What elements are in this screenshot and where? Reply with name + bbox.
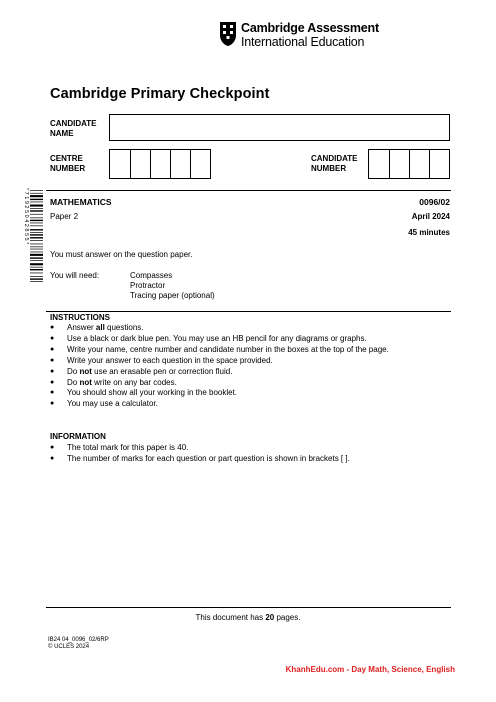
divider bbox=[46, 311, 451, 312]
bullet-icon: ● bbox=[50, 324, 55, 331]
shield-logo-icon bbox=[219, 21, 237, 47]
list-item: ● Do not write on any bar codes. bbox=[50, 377, 177, 387]
barcode-bar bbox=[30, 234, 43, 235]
digit-box[interactable] bbox=[389, 150, 409, 178]
barcode-bar bbox=[30, 208, 43, 209]
paper-number: Paper 2 bbox=[50, 212, 79, 221]
page-count-note: This document has 20 pages. bbox=[195, 613, 301, 622]
digit-box[interactable] bbox=[190, 150, 210, 178]
you-will-need-label: You will need: bbox=[50, 271, 100, 280]
barcode-bar bbox=[30, 210, 43, 211]
equipment-item: Protractor bbox=[130, 281, 166, 290]
logo-line2: International Education bbox=[241, 35, 365, 49]
logo-line1: Cambridge Assessment bbox=[241, 21, 379, 35]
barcode-bar bbox=[30, 199, 43, 200]
barcode-bar bbox=[30, 226, 43, 227]
list-item: ● The total mark for this paper is 40. bbox=[50, 443, 189, 452]
barcode-bar bbox=[30, 273, 43, 274]
centre-number-boxes[interactable] bbox=[109, 149, 211, 179]
list-item: ● Use a black or dark blue pen. You may use an HB pencil for any diagrams or graphs. bbox=[50, 333, 367, 343]
barcode-bar bbox=[30, 263, 43, 265]
barcode-bar bbox=[30, 214, 43, 215]
bullet-icon: ● bbox=[50, 444, 55, 451]
barcode-bar bbox=[30, 232, 43, 233]
bullet-icon: ● bbox=[50, 334, 55, 342]
instructions-heading: INSTRUCTIONS bbox=[50, 313, 110, 322]
paper-code: 0096/02 bbox=[419, 197, 450, 207]
barcode-bar bbox=[30, 202, 43, 203]
barcode-bar bbox=[30, 190, 43, 191]
instructions-list bbox=[50, 323, 389, 410]
candidate-name-label: CANDIDATE NAME bbox=[50, 119, 97, 138]
barcode-bar bbox=[30, 220, 43, 221]
barcode-bar bbox=[30, 223, 43, 224]
bullet-icon: ● bbox=[50, 356, 55, 364]
subject: MATHEMATICS bbox=[50, 197, 112, 207]
copyright: © UCLES 2024 bbox=[48, 644, 90, 650]
barcode-bar bbox=[30, 281, 43, 282]
barcode-bar bbox=[30, 267, 43, 268]
divider bbox=[46, 190, 451, 191]
cambridge-logo bbox=[219, 21, 379, 49]
divider bbox=[46, 607, 451, 608]
digit-box[interactable] bbox=[110, 150, 130, 178]
barcode-bar bbox=[30, 260, 43, 261]
barcode-bar bbox=[30, 278, 43, 279]
centre-number-label: CENTRE NUMBER bbox=[50, 154, 86, 173]
answer-note: You must answer on the question paper. bbox=[50, 250, 193, 259]
bullet-icon: ● bbox=[50, 345, 55, 353]
digit-box[interactable] bbox=[170, 150, 190, 178]
barcode-bar bbox=[30, 257, 43, 258]
bullet-icon: ● bbox=[50, 367, 55, 375]
list-item: ● You should show all your working in the booklet. bbox=[50, 388, 238, 398]
exam-duration: 45 minutes bbox=[408, 228, 450, 237]
barcode bbox=[22, 188, 44, 284]
bullet-icon: ● bbox=[50, 389, 55, 397]
barcode-bar bbox=[30, 244, 43, 245]
list-item: ● The number of marks for each question or part question is shown in brackets [ ]. bbox=[50, 454, 350, 463]
exam-date: April 2024 bbox=[411, 212, 450, 221]
you-will-need-list bbox=[130, 271, 215, 301]
digit-box[interactable] bbox=[429, 150, 449, 178]
barcode-bar bbox=[30, 254, 43, 256]
list-item: ● Do not use an erasable pen or correction fluid. bbox=[50, 366, 233, 376]
barcode-bar bbox=[30, 195, 43, 197]
barcode-bar bbox=[30, 193, 43, 194]
digit-box[interactable] bbox=[369, 150, 389, 178]
barcode-text: * 7 1 9 2 5 0 4 2 8 5 5 * bbox=[23, 188, 29, 245]
list-item: ● Answer all questions. bbox=[50, 323, 144, 332]
bullet-icon: ● bbox=[50, 378, 55, 386]
page-title: Cambridge Primary Checkpoint bbox=[50, 86, 270, 102]
list-item: ● You may use a calculator. bbox=[50, 399, 158, 409]
information-heading: INFORMATION bbox=[50, 432, 106, 441]
candidate-number-label: CANDIDATE NUMBER bbox=[311, 154, 358, 173]
bullet-icon: ● bbox=[50, 400, 55, 408]
barcode-bar bbox=[30, 249, 43, 250]
equipment-item: Tracing paper (optional) bbox=[130, 291, 215, 300]
barcode-bar bbox=[30, 269, 43, 270]
barcode-bar bbox=[30, 229, 43, 230]
watermark-link[interactable]: KhanhEdu.com - Day Math, Science, English bbox=[285, 665, 455, 674]
candidate-name-box[interactable] bbox=[109, 114, 450, 141]
information-list bbox=[50, 442, 350, 464]
barcode-bar bbox=[30, 237, 43, 238]
barcode-bar bbox=[30, 218, 43, 219]
digit-box[interactable] bbox=[150, 150, 170, 178]
candidate-number-boxes[interactable] bbox=[368, 149, 450, 179]
barcode-bar bbox=[30, 205, 43, 207]
digit-box[interactable] bbox=[130, 150, 150, 178]
barcode-bar bbox=[30, 252, 43, 253]
barcode-bar bbox=[30, 240, 43, 241]
list-item: ● Write your name, centre number and candidate number in the boxes at the top of the page. bbox=[50, 344, 389, 354]
barcode-bar bbox=[30, 276, 43, 277]
equipment-item: Compasses bbox=[130, 271, 173, 280]
barcode-bar bbox=[30, 247, 43, 248]
digit-box[interactable] bbox=[409, 150, 429, 178]
document-reference: IB24 04_0096_02/6RP bbox=[48, 637, 109, 643]
list-item: ● Write your answer to each question in the space provided. bbox=[50, 355, 273, 365]
bullet-icon: ● bbox=[50, 455, 55, 462]
